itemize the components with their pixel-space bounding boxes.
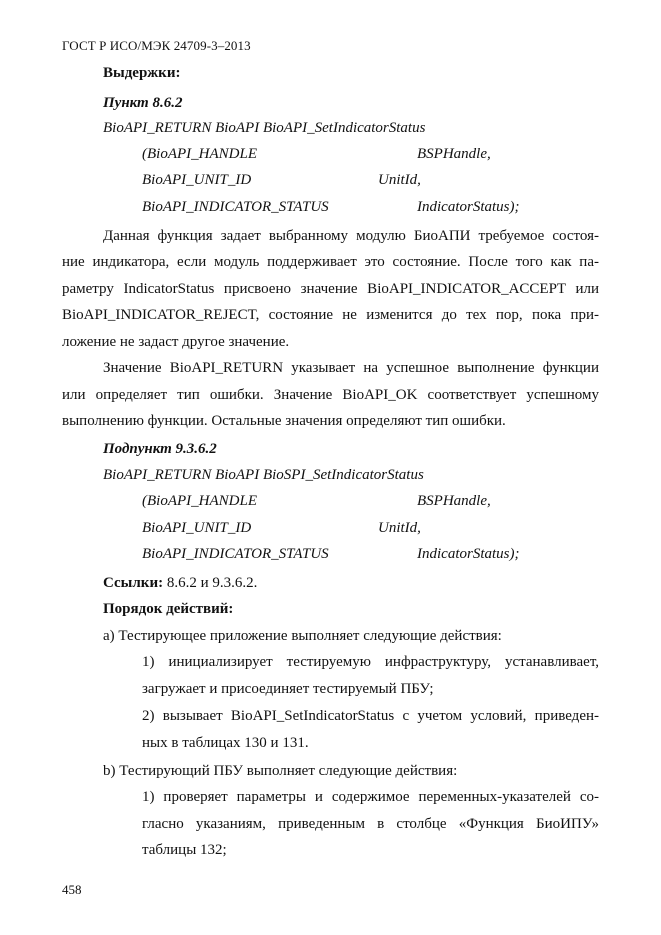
procedure-item-a: a) Тестирующее приложение выполняет следующие действия: — [103, 628, 502, 644]
paragraph-line: или определяет тип ошибки. Значение BioAPI_OK соответствует успешному — [62, 387, 599, 403]
excerpts-heading: Выдержки: — [103, 65, 181, 81]
page-header-standard-id: ГОСТ Р ИСО/МЭК 24709-3–2013 — [62, 38, 251, 53]
paragraph-line: BioAPI_INDICATOR_REJECT, состояние не изменится до тех пор, пока при- — [62, 307, 599, 323]
clause1-param-name: BSPHandle, — [417, 146, 491, 162]
clause2-param-name: BSPHandle, — [417, 493, 491, 509]
clause2-param-type: BioAPI_UNIT_ID — [142, 520, 252, 536]
paragraph-line: ложение не задаст другое значение. — [62, 334, 290, 350]
paragraph-line: Значение BioAPI_RETURN указывает на успешное выполнение функции — [103, 360, 599, 376]
clause-heading-9-3-6-2: Подпункт 9.3.6.2 — [103, 441, 217, 457]
clause2-param-name: IndicatorStatus); — [417, 546, 520, 562]
clause2-param-name: UnitId, — [378, 520, 421, 536]
clause2-signature: BioAPI_RETURN BioAPI BioSPI_SetIndicatorStatus — [103, 467, 424, 483]
procedure-step-line: загружает и присоединяет тестируемый ПБУ; — [142, 681, 434, 697]
clause1-param-name: UnitId, — [378, 172, 421, 188]
references-line — [103, 574, 257, 592]
clause2-param-type: (BioAPI_HANDLE — [142, 493, 257, 509]
clause1-param-type: (BioAPI_HANDLE — [142, 146, 257, 162]
procedure-step-line: гласно указаниям, приведенным в столбце «Функция БиоИПУ» — [142, 816, 599, 832]
procedure-step-line: таблицы 132; — [142, 842, 227, 858]
clause1-param-type: BioAPI_UNIT_ID — [142, 172, 252, 188]
references-label: Ссылки: — [103, 575, 164, 591]
paragraph-line: раметру IndicatorStatus присвоено значение BioAPI_INDICATOR_ACCEPT или — [62, 281, 599, 297]
clause1-signature: BioAPI_RETURN BioAPI BioAPI_SetIndicatorStatus — [103, 120, 426, 136]
paragraph-line: выполнению функции. Остальные значения определяют тип ошибки. — [62, 413, 506, 429]
page-number: 458 — [62, 882, 82, 897]
procedure-step-line: 1) инициализирует тестируемую инфраструктуру, устанавливает, — [142, 654, 599, 670]
procedure-step-line: 2) вызывает BioAPI_SetIndicatorStatus с учетом условий, приведен- — [142, 708, 599, 724]
procedure-item-b: b) Тестирующий ПБУ выполняет следующие действия: — [103, 763, 458, 779]
references-text: 8.6.2 и 9.3.6.2. — [163, 575, 258, 591]
procedure-step-line: ных в таблицах 130 и 131. — [142, 735, 309, 751]
procedure-heading: Порядок действий: — [103, 601, 234, 617]
paragraph-line: ние индикатора, если модуль поддерживает это состояние. После того как па- — [62, 254, 599, 270]
clause1-param-type: BioAPI_INDICATOR_STATUS — [142, 199, 329, 215]
clause1-param-name: IndicatorStatus); — [417, 199, 520, 215]
procedure-step-line: 1) проверяет параметры и содержимое переменных-указателей со- — [142, 789, 599, 805]
clause2-param-type: BioAPI_INDICATOR_STATUS — [142, 546, 329, 562]
clause-heading-8-6-2: Пункт 8.6.2 — [103, 95, 183, 111]
paragraph-line: Данная функция задает выбранному модулю БиоАПИ требуемое состоя- — [103, 228, 599, 244]
